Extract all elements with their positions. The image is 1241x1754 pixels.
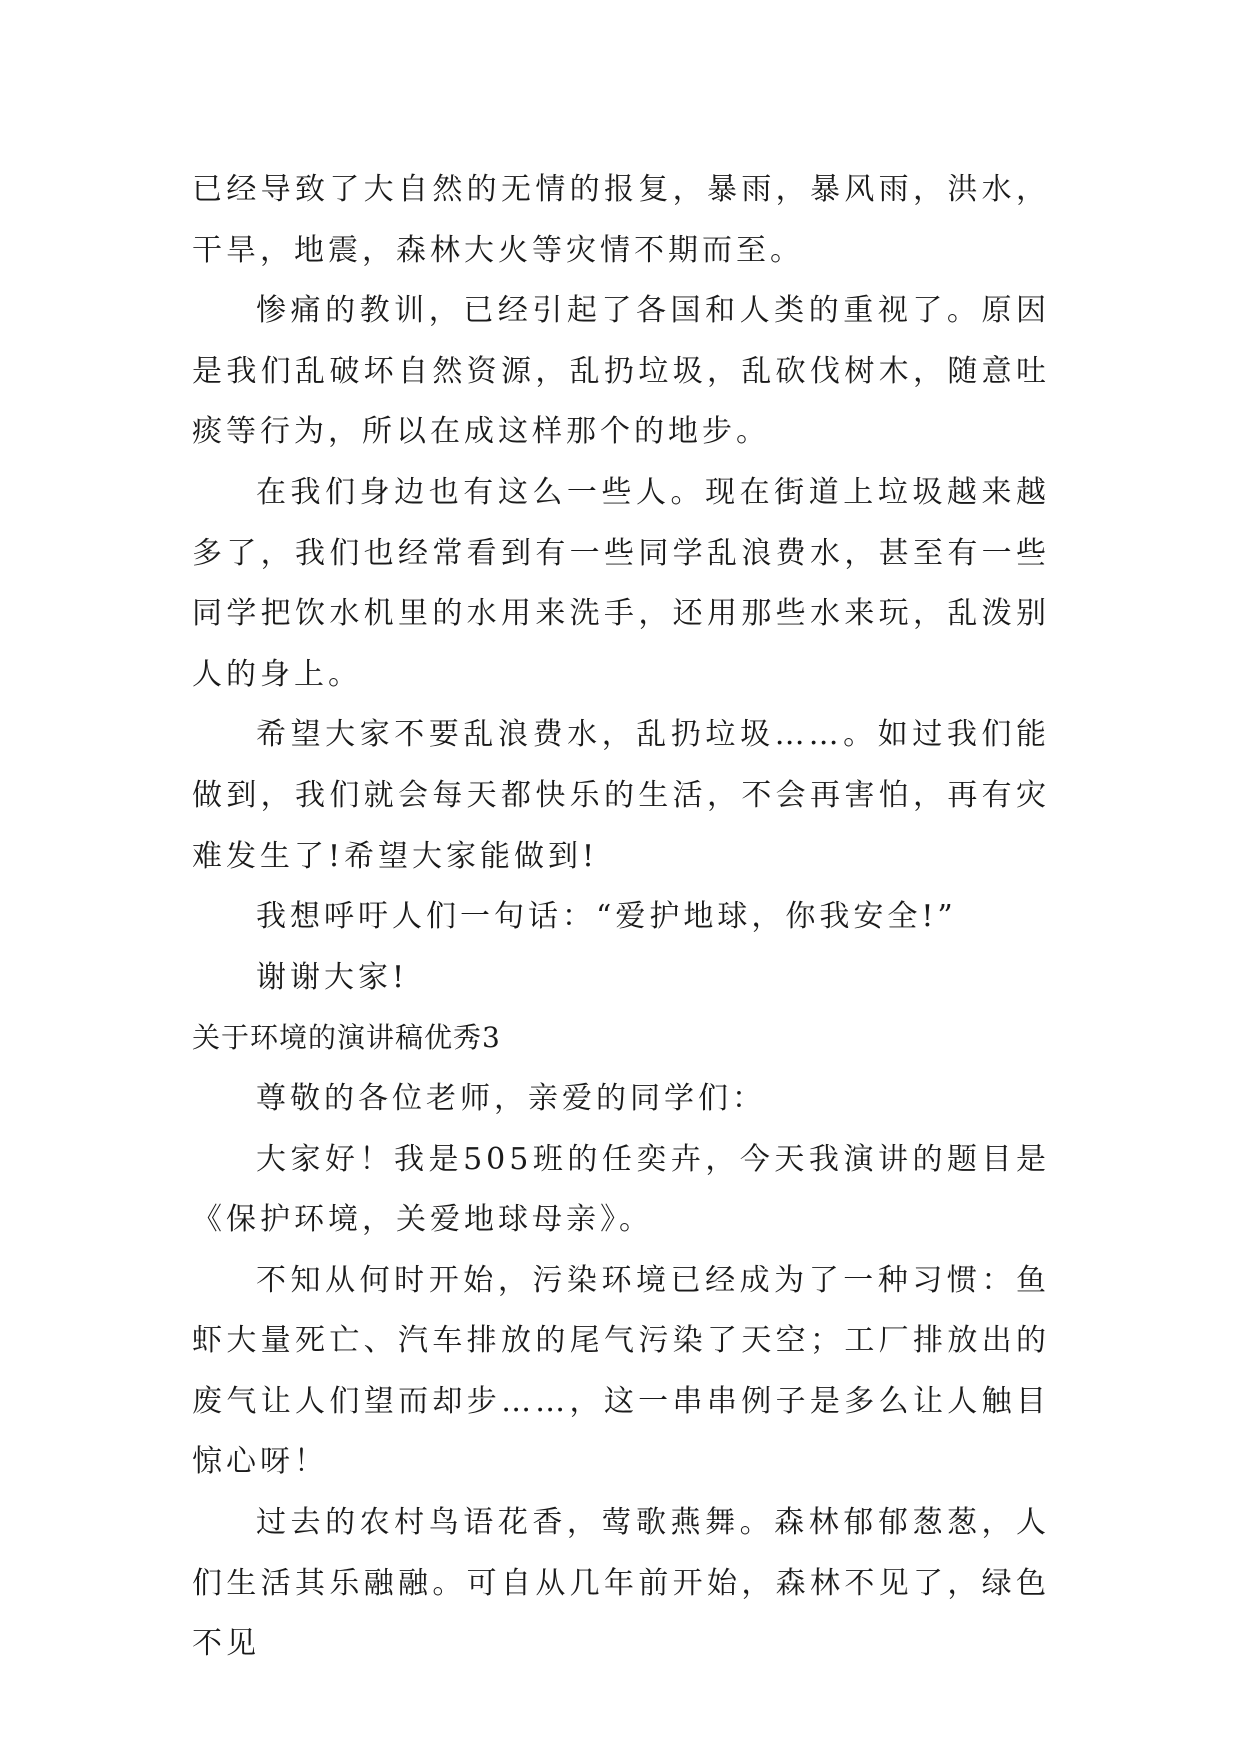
paragraph: 谢谢大家! xyxy=(256,959,409,995)
paragraph: 我想呼吁人们一句话：“爱护地球，你我安全!” xyxy=(256,899,957,935)
paragraph: 大家好！我是505班的任奕卉，今天我演讲的题目是《保护环境，关爱地球母亲》。 xyxy=(192,1141,1050,1238)
section-heading: 关于环境的演讲稿优秀3 xyxy=(192,1021,501,1055)
paragraph: 希望大家不要乱浪费水，乱扔垃圾……。如过我们能做到，我们就会每天都快乐的生活，不会再害怕，再有灾难发生了!希望大家能做到! xyxy=(192,717,1050,874)
paragraph: 尊敬的各位老师，亲爱的同学们： xyxy=(256,1080,766,1116)
document-body xyxy=(192,160,1050,1675)
paragraph: 惨痛的教训，已经引起了各国和人类的重视了。原因是我们乱破坏自然资源，乱扔垃圾，乱砍伐树木，随意吐痰等行为，所以在成这样那个的地步。 xyxy=(192,293,1050,450)
paragraph: 已经导致了大自然的无情的报复，暴雨，暴风雨，洪水，干旱，地震，森林大火等灾情不期而至。 xyxy=(192,172,1050,268)
paragraph: 不知从何时开始，污染环境已经成为了一种习惯：鱼虾大量死亡、汽车排放的尾气污染了天空；工厂排放出的废气让人们望而却步……，这一串串例子是多么让人触目惊心呀！ xyxy=(192,1262,1050,1480)
paragraph: 在我们身边也有这么一些人。现在街道上垃圾越来越多了，我们也经常看到有一些同学乱浪费水，甚至有一些同学把饮水机里的水用来洗手，还用那些水来玩，乱泼别人的身上。 xyxy=(192,474,1050,692)
paragraph: 过去的农村鸟语花香，莺歌燕舞。森林郁郁葱葱，人们生活其乐融融。可自从几年前开始，森林不见了，绿色不见 xyxy=(192,1505,1050,1662)
